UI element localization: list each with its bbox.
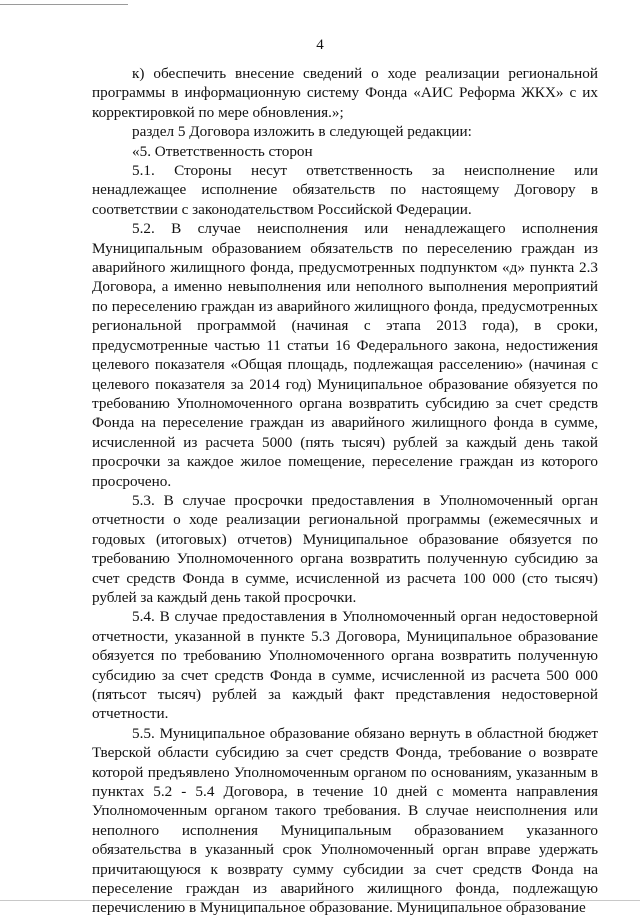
scan-edge-top bbox=[0, 0, 128, 5]
paragraph-5-1: 5.1. Стороны несут ответственность за неисполнение или ненадлежащее исполнение обязательств по настоящему Договору в соответствии с законодательством Российской Федерации. bbox=[92, 162, 598, 218]
paragraph-5-2: 5.2. В случае неисполнения или ненадлежащего исполнения Муниципальным образованием обязательств по переселению граждан из аварийного жилищного фонда, предусмотренных подпунктом «д» пункта 2.3 Договора, а именно невыполнения или неполного выполнения мероприятий по переселению граждан из аварийного жилищного фонда, предусмотренных региональной программой (начиная с этапа 2013 года), в сроки, предусмотренные частью 11 статьи 16 Федерального закона, недостижения целевого показателя «Общая площадь, подлежащая расселению» (начиная с целевого показателя за 2014 год) Муниципальное образование обязуется по требованию Уполномоченного органа возвратить субсидию за счет средств Фонда на переселение граждан из аварийного жилищного фонда в сумме, исчисленной из расчета 5000 (пять тысяч) рублей за каждый день такой просрочки за каждое жилое помещение, переселение граждан из которого просрочено. bbox=[92, 220, 598, 490]
paragraph-5-4: 5.4. В случае предоставления в Уполномоченный орган недостоверной отчетности, указанной в пункте 5.3 Договора, Муниципальное образование обязуется по требованию Уполномоченного органа возвратить полученную субсидию за счет средств Фонда в сумме, исчисленной из расчета 500 000 (пятьсот тысяч) рублей за каждый факт представления недостоверной отчетности. bbox=[92, 608, 598, 723]
document-body bbox=[92, 64, 598, 918]
scan-edge-bottom bbox=[0, 900, 640, 901]
paragraph-section5-intro: раздел 5 Договора изложить в следующей редакции: bbox=[132, 123, 472, 141]
paragraph-item-k: к) обеспечить внесение сведений о ходе реализации региональной программы в информационную систему Фонда «АИС Реформа ЖКХ» с их корректировкой по мере обновления.»; bbox=[92, 65, 598, 121]
section-heading: «5. Ответственность сторон bbox=[132, 142, 313, 160]
paragraph-5-5: 5.5. Муниципальное образование обязано вернуть в областной бюджет Тверской области субсидию за счет средств Фонда, требование о возврате которой предъявлено Уполномоченным органом по основаниям, указанным в пунктах 5.2 - 5.4 Договора, в течение 10 дней с момента направления Уполномоченным органом такого требования. В случае неисполнения или неполного исполнения Муниципальным образованием указанного обязательства в указанный срок Уполномоченный орган вправе удержать причитающуюся к возврату сумму субсидии за счет средств Фонда на переселение граждан из аварийного жилищного фонда, подлежащую перечислению в Муниципальное образование. Муниципальное образование bbox=[92, 724, 598, 917]
paragraph-5-3: 5.3. В случае просрочки предоставления в Уполномоченный орган отчетности о ходе реализации региональной программы (ежемесячных и годовых (итоговых) отчетов) Муниципальное образование обязуется по требованию Уполномоченного органа возвратить полученную субсидию за счет средств Фонда в сумме, исчисленной из расчета 100 000 (сто тысяч) рублей за каждый день такой просрочки. bbox=[92, 491, 598, 606]
page-number: 4 bbox=[316, 37, 324, 53]
